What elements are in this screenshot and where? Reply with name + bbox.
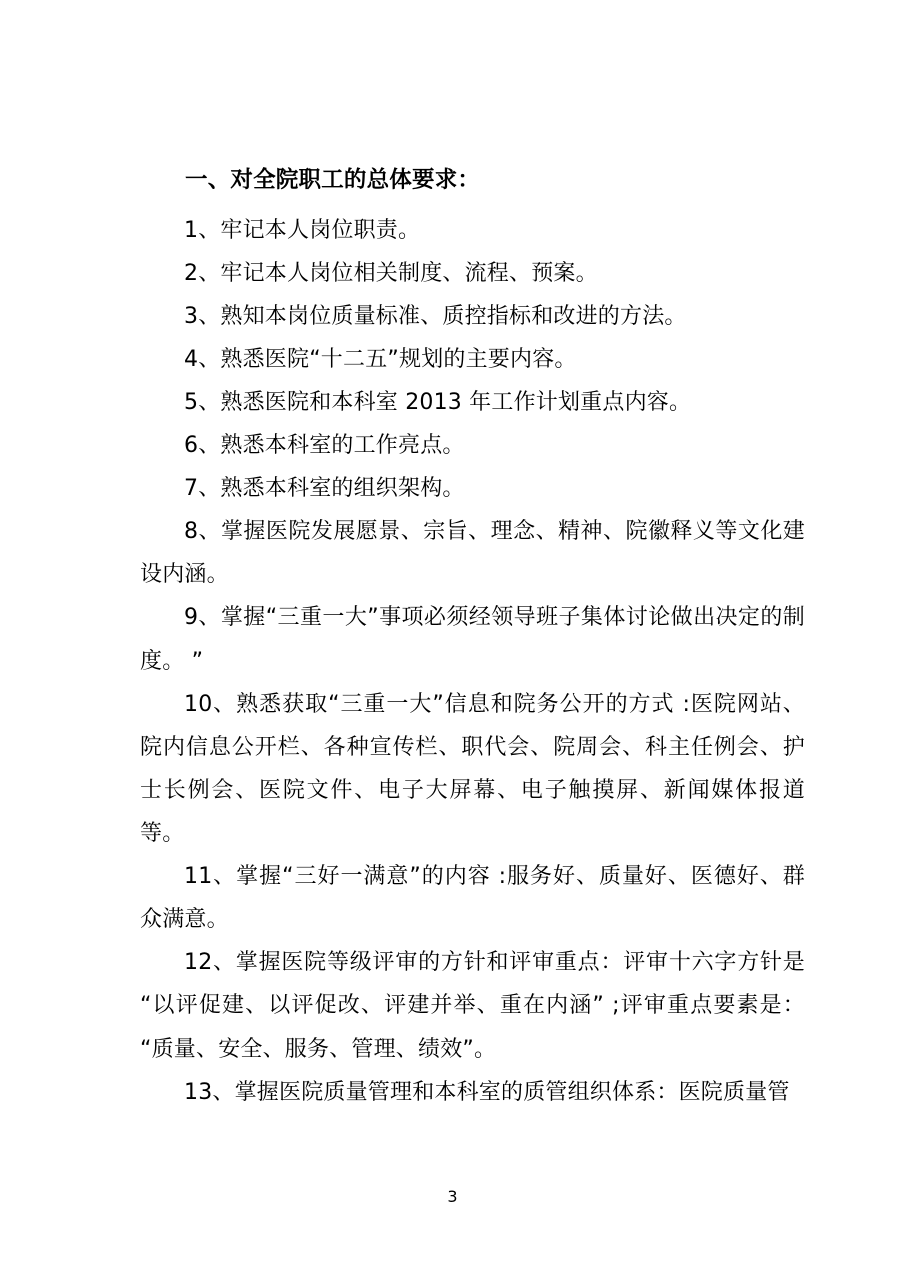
list-item: 4、熟悉医院“十二五”规划的主要内容。	[184, 346, 577, 372]
list-item: 5、熟悉医院和本科室 2013 年工作计划重点内容。	[184, 389, 692, 415]
list-item: 7、熟悉本科室的组织架构。	[184, 476, 465, 502]
list-item: 3、熟知本岗位质量标准、质控指标和改进的方法。	[184, 303, 687, 329]
list-item: 2、牢记本人岗位相关制度、流程、预案。	[184, 260, 598, 286]
list-item: 9、掌握“三重一大”事项必须经领导班子集体讨论做出决定的制度。 ”	[140, 605, 805, 674]
section-heading: 一、对全院职工的总体要求：	[185, 167, 481, 193]
list-item: 11、掌握“三好一满意”的内容 :服务好、质量好、医德好、群众满意。	[140, 864, 805, 933]
page-number: 3	[447, 1187, 458, 1206]
list-item: 13、掌握医院质量管理和本科室的质管组织体系：医院质量管	[184, 1079, 790, 1105]
list-item: 8、掌握医院发展愿景、宗旨、理念、精神、院徽释义等文化建设内涵。	[140, 519, 805, 588]
list-item: 12、掌握医院等级评审的方针和评审重点：评审十六字方针是“以评促建、以评促改、评建并举、重在内涵” ;评审重点要素是：“质量、安全、服务、管理、绩效”。	[140, 950, 805, 1062]
list-item: 6、熟悉本科室的工作亮点。	[184, 433, 465, 459]
document-body	[140, 160, 805, 1114]
list-item: 1、牢记本人岗位职责。	[184, 217, 421, 243]
list-item: 10、熟悉获取“三重一大”信息和院务公开的方式 :医院网站、院内信息公开栏、各种宣传栏、职代会、院周会、科主任例会、护士长例会、医院文件、电子大屏幕、电子触摸屏、新闻媒体报道等。	[140, 691, 805, 847]
